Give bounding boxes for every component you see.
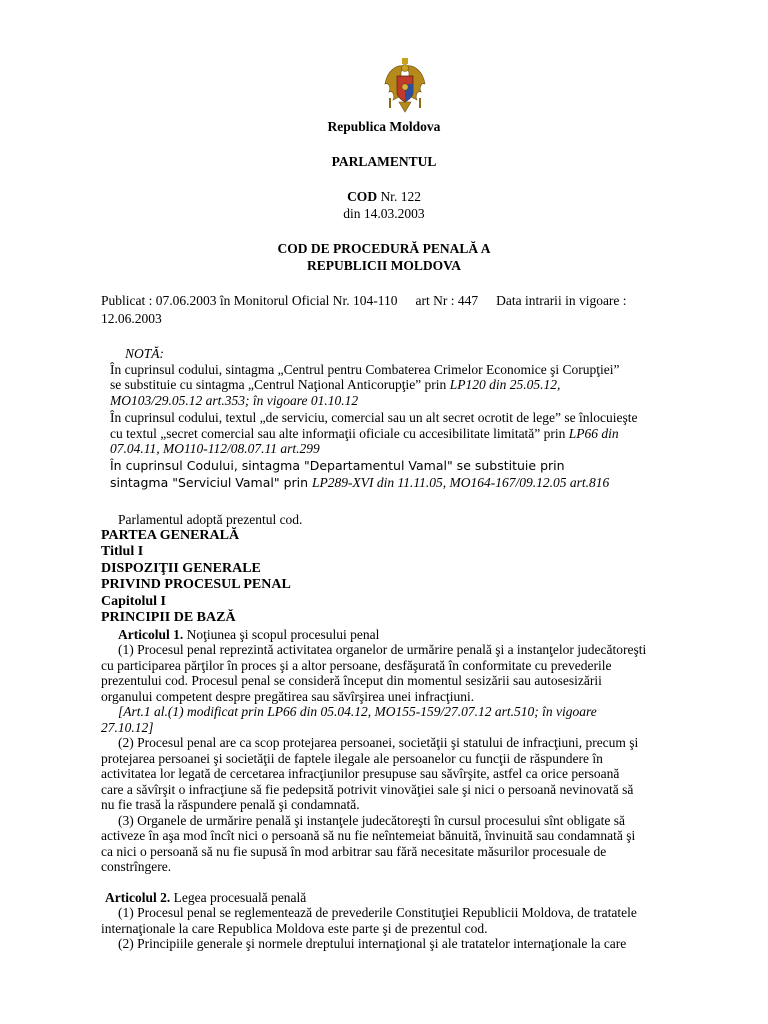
part-heading: PARTEA GENERALĂ (101, 527, 240, 543)
publication-source: Publicat : 07.06.2003 în Monitorul Oficial Nr. 104-110 (101, 293, 398, 308)
nota-paragraph-3: În cuprinsul Codului, sintagma "Departamentul Vamal" se substituie prin sintagma "Serviciul Vamal" prin LP289-XVI din 11.11.05, MO164-167/09.12.05 art.816 (110, 457, 610, 490)
article-1-amendment-note: [Art.1 al.(1) modificat prin LP66 din 05.04.12, MO155-159/27.07.12 art.510; în vigoare 27.10.12] (101, 704, 597, 735)
article-2-label: Articolul 2. (105, 889, 171, 905)
nota-section (101, 346, 721, 491)
nota-label: NOTĂ: (125, 346, 165, 361)
title-name-line1: DISPOZIŢII GENERALE (101, 560, 261, 576)
chapter-heading: Capitolul I (101, 593, 166, 609)
code-date: din 14.03.2003 (343, 206, 425, 221)
nota-paragraph-2: În cuprinsul codului, textul „de serviciu, comercial sau un alt secret ocrotit de lege” se înlocuieşte cu textul „secret comercial sau alte informaţii oficiale cu accesibilitate limitată” prin LP66 din 07.04.11, MO110-112/08.07.11 art.299 (110, 410, 638, 456)
in-force-date: 12.06.2003 (101, 311, 162, 326)
article-2-paragraph-2: (2) Principiile generale şi normele dreptului internaţional şi ale tratatelor internaţionale la care (118, 936, 627, 951)
nota-2-reference-cont: 07.04.11, MO110-112/08.07.11 art.299 (110, 441, 320, 456)
adoption-statement: Parlamentul adoptă prezentul cod. (118, 512, 303, 527)
nota-1-reference: LP120 din 25.05.12, (449, 377, 561, 392)
title-name-line2: PRIVIND PROCESUL PENAL (101, 577, 291, 592)
nota-2-reference: LP66 din (568, 425, 619, 441)
code-number: Nr. 122 (380, 189, 421, 204)
in-force-label: Data intrarii in vigoare : (496, 293, 627, 308)
article-1-paragraph-1: (1) Procesul penal reprezintă activitatea organelor de urmărire penală şi a instanţelor judecătoreşti cu participarea părţilor în proces şi a altor persoane, desfăşurată în conformitate cu prevederile prezentului cod. Procesul penal se consideră început din momentul sesizării sau autosesizării organului competent despre pregătirea sau săvîrşirea unei infracţiuni. (101, 642, 647, 704)
publication-info (101, 292, 711, 328)
nota-3-reference: LP289-XVI din 11.11.05, MO164-167/09.12.05 art.816 (312, 474, 610, 490)
chapter-name: PRINCIPII DE BAZĂ (101, 610, 236, 625)
nota-1-reference-cont: MO103/29.05.12 art.353; în vigoare 01.10.12 (110, 392, 359, 408)
article-2-title: Legea procesuală penală (170, 889, 307, 905)
article-2-heading (101, 890, 711, 906)
title-heading: Titlul I (101, 544, 144, 559)
article-1-label: Articolul 1. (118, 626, 184, 642)
article-2-paragraph-1: (1) Procesul penal se reglementează de prevederile Constituţiei Republicii Moldova, de tratatele internaţionale la care Republica Moldova este parte şi de prezentul cod. (101, 905, 637, 936)
moldova-coat-of-arms-icon (383, 58, 427, 116)
article-1-title: Noţiunea şi scopul procesului penal (183, 626, 380, 642)
nota-paragraph-1: În cuprinsul codului, sintagma „Centrul pentru Combaterea Crimelor Economice şi Corupţiei” se substituie cu sintagma „Centrul Naţional Anticorupţie” prin LP120 din 25.05.12, MO103/29.05.12 art.353; în vigoare 01.10.12 (110, 361, 620, 408)
document-title-line1: COD DE PROCEDURĂ PENALĂ A (277, 241, 491, 256)
code-label: COD (347, 189, 378, 204)
article-1-heading (101, 627, 711, 643)
country-name: Republica Moldova (327, 119, 441, 134)
article-1-paragraph-3: (3) Organele de urmărire penală şi instanţele judecătoreşti în cursul procesului sînt obligate să activeze în aşa mod încît nici o persoană să nu fie neîntemeiat bănuită, învinuită sau condamnată şi ca nici o persoană să nu fie supusă în mod arbitrar sau fără necesitate măsurilor procesuale de constrîngere. (101, 812, 636, 874)
article-number: art Nr : 447 (415, 293, 479, 308)
institution-name: PARLAMENTUL (331, 154, 437, 169)
code-line (0, 189, 768, 205)
article-1-paragraph-2: (2) Procesul penal are ca scop protejarea persoanei, societăţii şi statului de infracţiuni, precum şi protejarea persoanei şi societăţii de faptele ilegale ale persoanelor cu funcţii de răspundere în activitatea lor legată de cercetarea infracţiunilor presupuse sau săvîrşite, astfel ca orice persoană care a săvîrşit o infracţiune să fie pedepsită potrivit vinovăţiei sale şi nici o persoană nevinovată să nu fie trasă la răspundere penală şi condamnată. (101, 735, 639, 812)
document-title-line2: REPUBLICII MOLDOVA (307, 258, 461, 273)
code-body (101, 512, 711, 952)
